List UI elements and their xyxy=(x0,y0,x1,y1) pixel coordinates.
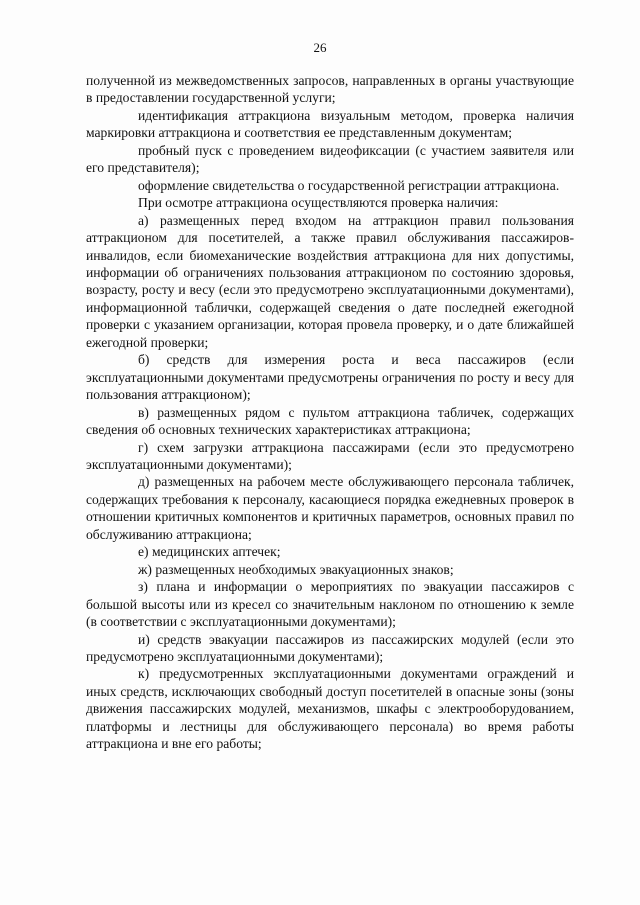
list-item: б) средств для измерения роста и веса пассажиров (если эксплуатационными документами предусмотрены ограничения по росту и весу для пользования аттракционом); xyxy=(86,352,574,403)
list-item: д) размещенных на рабочем месте обслуживающего персонала табличек, содержащих требования к персоналу, касающиеся порядка ежедневных проверок в отношении критичных компонентов и критичных параметров, основных правил по обслуживанию аттракциона; xyxy=(86,474,574,542)
paragraph: оформление свидетельства о государственной регистрации аттракциона. xyxy=(138,177,560,193)
list-item: е) медицинских аптечек; xyxy=(138,544,281,560)
list-item: а) размещенных перед входом на аттракцион правил пользования аттракционом для посетителей, а также правил обслуживания пассажиров-инвалидов, если биомеханические воздействия аттракциона для них допустимы, информации об ограничениях пользования аттракционом по состоянию здоровья, возрасту, росту и весу (если это предусмотрено эксплуатационными документами), информационной таблички, содержащей сведения о дате последней ежегодной проверки с указанием организации, которая провела проверку, и о дате ближайшей ежегодной проверки; xyxy=(86,212,574,350)
body-text xyxy=(86,72,574,753)
paragraph: пробный пуск с проведением видеофиксации (с участием заявителя или его представителя); xyxy=(86,142,574,176)
list-item: ж) размещенных необходимых эвакуационных знаков; xyxy=(138,561,454,577)
paragraph: полученной из межведомственных запросов, направленных в органы участвующие в предоставлении государственной услуги; xyxy=(86,73,574,106)
list-item: з) плана и информации о мероприятиях по эвакуации пассажиров с большой высоты или из кресел со значительным наклоном по отношению к земле (в соответствии с эксплуатационными документами); xyxy=(86,579,574,630)
list-item: г) схем загрузки аттракциона пассажирами (если это предусмотрено эксплуатационными документами); xyxy=(86,439,574,472)
page-number: 26 xyxy=(313,40,327,55)
paragraph: При осмотре аттракциона осуществляются проверка наличия: xyxy=(138,195,499,211)
list-item: к) предусмотренных эксплуатационными документами ограждений и иных средств, исключающих свободный доступ посетителей в опасные зоны (зоны движения пассажирских модулей, механизмов, шкафы с электрооборудованием, платформы и лестницы для обслуживающего персонала) во время работы аттракциона и вне его работы; xyxy=(86,666,574,752)
paragraph: идентификация аттракциона визуальным методом, проверка наличия маркировки аттракциона и соответствия ее представленным документам; xyxy=(86,107,574,141)
list-item: в) размещенных рядом с пультом аттракциона табличек, содержащих сведения об основных технических характеристиках аттракциона; xyxy=(86,404,574,438)
list-item: и) средств эвакуации пассажиров из пассажирских модулей (если это предусмотрено эксплуатационными документами); xyxy=(86,631,574,664)
